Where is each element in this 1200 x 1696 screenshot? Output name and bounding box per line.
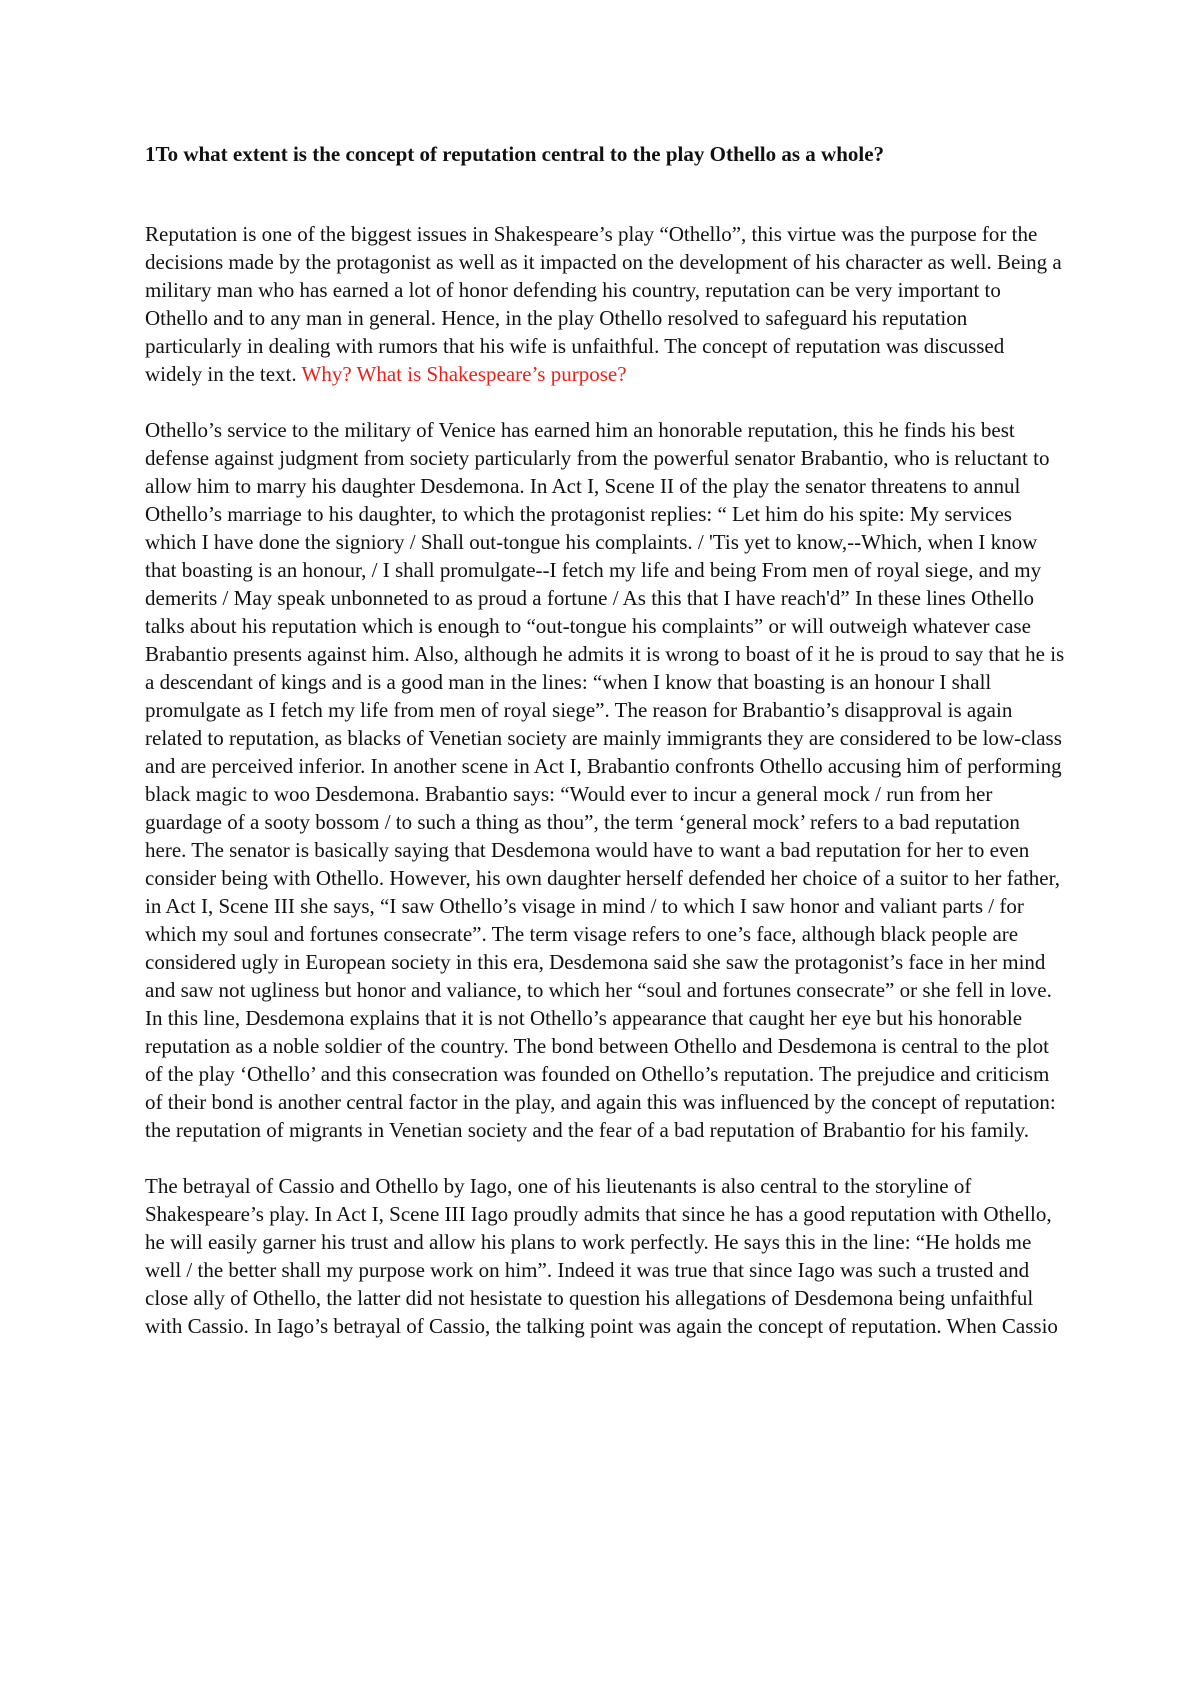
essay-question-title: 1To what extent is the concept of reputation central to the play Othello as a whole? — [145, 142, 885, 166]
paragraph-iago-betrayal: The betrayal of Cassio and Othello by Iago, one of his lieutenants is also central to the storyline of Shakespeare’s play. In Act I, Scene III Iago proudly admits that since he has a good reputation with Othello, he will easily garner his trust and allow his plans to work perfectly. He says this in the line: “He holds me well / the better shall my purpose work on him”. Indeed it was true that since Iago was such a trusted and close ally of Othello, the latter did not hesistate to question his allegations of Desdemona being unfaithful with Cassio. In Iago’s betrayal of Cassio, the talking point was again the concept of reputation. When Cassio — [145, 1174, 1058, 1338]
reviewer-annotation: Why? What is Shakespeare’s purpose? — [301, 362, 627, 386]
paragraph-reputation-defense: Othello’s service to the military of Venice has earned him an honorable reputation, this he finds his best defense against judgment from society particularly from the powerful senator Brabantio, who is reluctant to allow him to marry his daughter Desdemona. In Act I, Scene II of the play the senator threatens to annul Othello’s marriage to his daughter, to which the protagonist replies: “ Let him do his spite: My services which I have done the signiory / Shall out-tongue his complaints. / 'Tis yet to know,--Which, when I know that boasting is an honour, / I shall promulgate--I fetch my life and being From men of royal siege, and my demerits / May speak unbonneted to as proud a fortune / As this that I have reach'd” In these lines Othello talks about his reputation which is enough to “out-tongue his complaints” or will outweigh whatever case Brabantio presents against him. Also, although he admits it is wrong to boast of it he is proud to say that he is a descendant of kings and is a good man in the lines: “when I know that boasting is an honour I shall promulgate as I fetch my life from men of royal siege”. The reason for Brabantio’s disapproval is again related to reputation, as blacks of Venetian society are mainly immigrants they are considered to be low-class and are perceived inferior. In another scene in Act I, Brabantio confronts Othello accusing him of performing black magic to woo Desdemona. Brabantio says: “Would ever to incur a general mock / run from her guardage of a sooty bossom / to such a thing as thou”, the term ‘general mock’ refers to a bad reputation here. The senator is basically saying that Desdemona would have to want a bad reputation for her to even consider being with Othello. However, his own daughter herself defended her choice of a suitor to her father, in Act I, Scene III she says, “I saw Othello’s visage in mind / to which I saw honor and valiant parts / for which my soul and fortunes consecrate”. The term visage refers to one’s face, although black people are considered ugly in European society in this era, Desdemona said she saw the protagonist’s face in her mind and saw not ugliness but honor and valiance, to which her “soul and fortunes consecrate” or she fell in love. In this line, Desdemona explains that it is not Othello’s appearance that caught her eye but his honorable reputation as a noble soldier of the country. The bond between Othello and Desdemona is central to the plot of the play ‘Othello’ and this consecration was founded on Othello’s reputation. The prejudice and criticism of their bond is another central factor in the play, and again this was influenced by the concept of reputation: the reputation of migrants in Venetian society and the fear of a bad reputation of Brabantio for his family. — [145, 418, 1065, 1142]
paragraph-intro-text: Reputation is one of the biggest issues in Shakespeare’s play “Othello”, this virtue was the purpose for the decisions made by the protagonist as well as it impacted on the development of his character as well. Being a military man who has earned a lot of honor defending his country, reputation can be very important to Othello and to any man in general. Hence, in the play Othello resolved to safeguard his reputation particularly in dealing with rumors that his wife is unfaithful. The concept of reputation was discussed widely in the text. — [145, 222, 1062, 386]
paragraph-intro — [145, 220, 1065, 388]
document-page — [145, 140, 1065, 1368]
